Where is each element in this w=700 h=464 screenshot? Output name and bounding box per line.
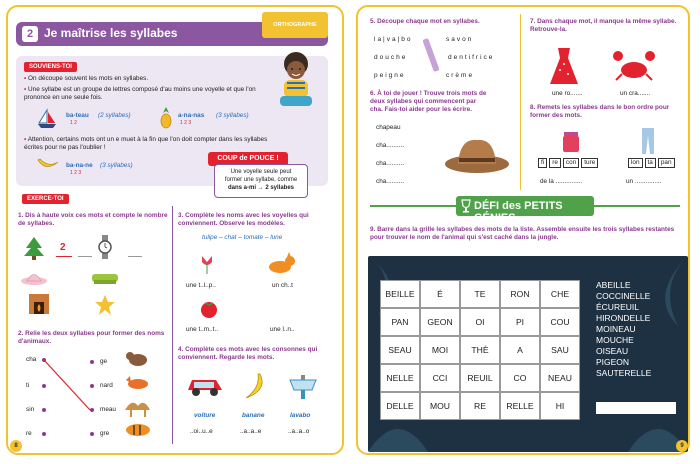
boat-icon <box>36 108 58 130</box>
grid-cell[interactable]: PAN <box>380 308 420 336</box>
ex6-example: chapeau <box>376 124 401 131</box>
grid-cell[interactable]: HI <box>540 392 580 420</box>
girl-illustration <box>270 48 322 112</box>
watch-icon <box>96 234 114 260</box>
tomato-icon <box>198 298 220 320</box>
ex5-title: 5. Découpe chaque mot en syllabes. <box>370 18 480 25</box>
grid-cell[interactable]: RE <box>460 392 500 420</box>
rule-2: • Une syllabe est un groupe de lettres composé d'au moins une voyelle et que l'on prononce en une seule fois. <box>24 86 256 101</box>
ex4-blank-1[interactable]: ..oi..u..e <box>190 428 213 435</box>
ex4-blank-3[interactable]: ..a..a..o <box>288 428 310 435</box>
page-number: 8 <box>10 440 22 452</box>
grid-cell[interactable]: BEILLE <box>380 280 420 308</box>
grid-cell[interactable]: NELLE <box>380 364 420 392</box>
ex2-left-4: re <box>26 430 32 437</box>
grid-cell[interactable]: CHE <box>540 280 580 308</box>
example-3-word: ba-na-ne <box>66 162 93 169</box>
ex4-word-2: banane <box>242 412 265 419</box>
ex8-syllables-1: fi re con ture <box>538 158 598 168</box>
hat-icon <box>20 268 48 286</box>
fox-icon <box>122 374 152 392</box>
animal-list <box>596 280 651 379</box>
list-item: COCCINELLE <box>596 291 651 301</box>
grid-cell[interactable]: RON <box>500 280 540 308</box>
ex6-title: 6. À toi de jouer ! Trouve trois mots de deux syllabes qui commencent par cha. Fais-toi aider pour les écrire. <box>370 90 487 113</box>
comb-icon <box>422 36 442 76</box>
column-divider <box>172 206 173 444</box>
example-2-nums: 1 2 3 <box>180 120 192 126</box>
ex6-line-2[interactable]: cha.......... <box>376 160 405 167</box>
ex2-left-2: ti <box>26 382 30 389</box>
monkey-icon <box>122 350 154 368</box>
example-1-word: ba-teau <box>66 112 89 119</box>
banana-icon <box>240 372 270 400</box>
ex1-blank-2 <box>128 256 142 257</box>
ex5-word-5: peigne <box>374 72 406 79</box>
ex2-left-3: sin <box>26 406 35 413</box>
grid-cell[interactable]: É <box>420 280 460 308</box>
defi-rule-right <box>594 205 680 207</box>
example-2-word: a-na-nas <box>178 112 205 119</box>
jam-jar-icon <box>560 128 582 154</box>
ex1-answer-line <box>56 256 72 257</box>
ex3-models: tulipe – chat – tomate – lune <box>202 234 283 241</box>
ex4-title: 4. Complète ces mots avec les consonnes qui conviennent. Regarde les mots. <box>178 346 318 361</box>
exerce-label: EXERCE-TOI <box>22 194 69 204</box>
banana-icon <box>36 156 60 172</box>
ex2-title: 2. Relie les deux syllabes pour former des noms d'animaux. <box>18 330 165 345</box>
grid-cell[interactable]: DELLE <box>380 392 420 420</box>
ex6-line-1[interactable]: cha.......... <box>376 142 405 149</box>
defi-rule-left <box>370 205 456 207</box>
list-item: OISEAU <box>596 346 629 356</box>
connect-dot[interactable] <box>90 408 94 412</box>
ex2-right-2: nard <box>100 382 113 389</box>
connect-dot[interactable] <box>90 384 94 388</box>
ex4-word-1: voiture <box>194 412 216 419</box>
ex6-line-3[interactable]: cha.......... <box>376 178 405 185</box>
ex8-syllables-2: lon ta pan <box>628 158 675 168</box>
right-page <box>350 0 700 464</box>
ex5-word-2: savon <box>446 36 474 43</box>
trousers-icon <box>640 126 656 156</box>
crab-icon <box>612 46 656 84</box>
answer-field[interactable] <box>596 402 676 414</box>
ex7-title: 7. Dans chaque mot, il manque la même syllabe. Retrouve-la. <box>530 18 677 33</box>
grid-cell[interactable]: OI <box>460 308 500 336</box>
dress-icon <box>546 44 582 86</box>
ex9-title: 9. Barre dans la grille les syllabes des mots de la liste. Assemble ensuite les trois syllabes restantes pour trouver le nom de l'animal qui s'est caché dans la jungle. <box>370 226 675 241</box>
connection-line <box>42 358 92 414</box>
ex3-blank-1[interactable]: une t..l..p.. <box>186 282 216 289</box>
example-1-nums: 1 2 <box>70 120 77 126</box>
grid-cell[interactable]: GEON <box>420 308 460 336</box>
ex3-blank-4[interactable]: une l..n.. <box>270 326 295 333</box>
rule-1: • On découpe souvent les mots en syllabes. <box>24 75 149 82</box>
camel-icon <box>122 396 154 418</box>
moon-icon <box>272 296 292 320</box>
example-2-count: (3 syllabes) <box>216 112 249 119</box>
list-item: MOINEAU <box>596 324 636 334</box>
grid-cell[interactable]: SAU <box>540 336 580 364</box>
ex2-left-1: cha <box>26 356 37 363</box>
ex8-answer-1[interactable]: de la ............... <box>540 178 583 185</box>
list-item: SAUTERELLE <box>596 368 652 378</box>
grid-cell[interactable]: SEAU <box>380 336 420 364</box>
ex3-blank-3[interactable]: une t..m..t.. <box>186 326 218 333</box>
car-icon <box>184 372 226 400</box>
grid-cell[interactable]: MOU <box>420 392 460 420</box>
grid-cell[interactable]: CO <box>500 364 540 392</box>
grid-cell[interactable]: THÈ <box>460 336 500 364</box>
coup-de-pouce-box: Une voyelle seule peut former une syllabe, comme dans a-mi → 2 syllabes <box>214 164 308 198</box>
grid-cell[interactable]: PI <box>500 308 540 336</box>
example-3-count: (3 syllabes) <box>100 162 133 169</box>
ex7-blank-1[interactable]: une ro....... <box>552 90 583 97</box>
trophy-icon <box>460 198 472 214</box>
tree-icon <box>22 236 46 260</box>
grid-cell[interactable]: RELLE <box>500 392 540 420</box>
star-icon <box>94 294 116 316</box>
ex2-right-4: gre <box>100 430 110 437</box>
ex1-title: 1. Dis à haute voix ces mots et compte le nombre de syllabes. <box>18 212 168 227</box>
ex4-word-3: lavabo <box>290 412 311 419</box>
tiger-icon <box>120 420 154 440</box>
lesson-number: 2 <box>22 26 38 42</box>
ex5-word-1: la|va|bo <box>374 36 413 43</box>
list-item: ABEILLE <box>596 280 631 290</box>
example-1-count: (2 syllabes) <box>98 112 131 119</box>
grid-cell[interactable]: MOI <box>420 336 460 364</box>
connect-dot[interactable] <box>90 360 94 364</box>
ex5-word-4: douche <box>374 54 408 61</box>
souviens-label: SOUVIENS-TOI <box>24 62 77 72</box>
ex5-word-3: dentifrice <box>448 54 495 61</box>
ex3-blank-2[interactable]: un ch..t <box>272 282 293 289</box>
list-item: PIGEON <box>596 357 630 367</box>
example-3-nums: 1 2 3 <box>70 170 82 176</box>
sofa-icon <box>90 270 120 286</box>
grid-cell[interactable]: TE <box>460 280 500 308</box>
ex2-right-1: ge <box>100 358 108 365</box>
coup-de-pouce-label: COUP de POUCE ! <box>208 152 288 166</box>
list-item: MOUCHE <box>596 335 634 345</box>
cowboy-hat-icon <box>442 132 512 176</box>
ex8-answer-2[interactable]: un ............... <box>626 178 662 185</box>
lesson-title: Je maîtrise les syllabes <box>44 26 178 40</box>
syllable-grid <box>380 280 580 420</box>
pineapple-icon <box>158 106 174 130</box>
tulip-icon <box>198 252 216 276</box>
ex1-blank-1 <box>78 256 92 257</box>
connect-dot[interactable] <box>90 432 94 436</box>
grid-cell[interactable]: A <box>500 336 540 364</box>
rule-3: • Attention, certains mots ont un e muet à la fin que l'on doit compter dans les syllabes écrites pour ne pas l'oublier ! <box>24 136 268 151</box>
list-item: ÉCUREUIL <box>596 302 639 312</box>
jungle-panel <box>368 256 688 452</box>
ex5-word-6: crème <box>446 72 475 79</box>
ex2-right-3: meau <box>100 406 116 413</box>
cat-icon <box>264 252 298 276</box>
connect-dot[interactable] <box>42 432 46 436</box>
orthographe-tag: ORTHOGRAPHE <box>262 12 328 38</box>
list-item: HIRONDELLE <box>596 313 651 323</box>
ex3-title: 3. Complète les noms avec les voyelles qui conviennent. Observe les modèles. <box>178 212 309 227</box>
fireplace-icon <box>28 292 50 316</box>
ex4-blank-2[interactable]: ..a..a..e <box>240 428 262 435</box>
defi-banner: DÉFI des PETITS GÉNIES <box>456 196 594 216</box>
grid-cell[interactable]: CCI <box>420 364 460 392</box>
sink-icon <box>288 374 318 400</box>
ex7-blank-2[interactable]: un cra....... <box>620 90 651 97</box>
page-number: 9 <box>676 440 688 452</box>
grid-cell[interactable]: COU <box>540 308 580 336</box>
grid-cell[interactable]: REUIL <box>460 364 500 392</box>
column-divider <box>520 14 521 190</box>
grid-cell[interactable]: NEAU <box>540 364 580 392</box>
ex1-answer: 2 <box>60 242 66 253</box>
ex8-title: 8. Remets les syllabes dans le bon ordre pour former des mots. <box>530 104 670 119</box>
